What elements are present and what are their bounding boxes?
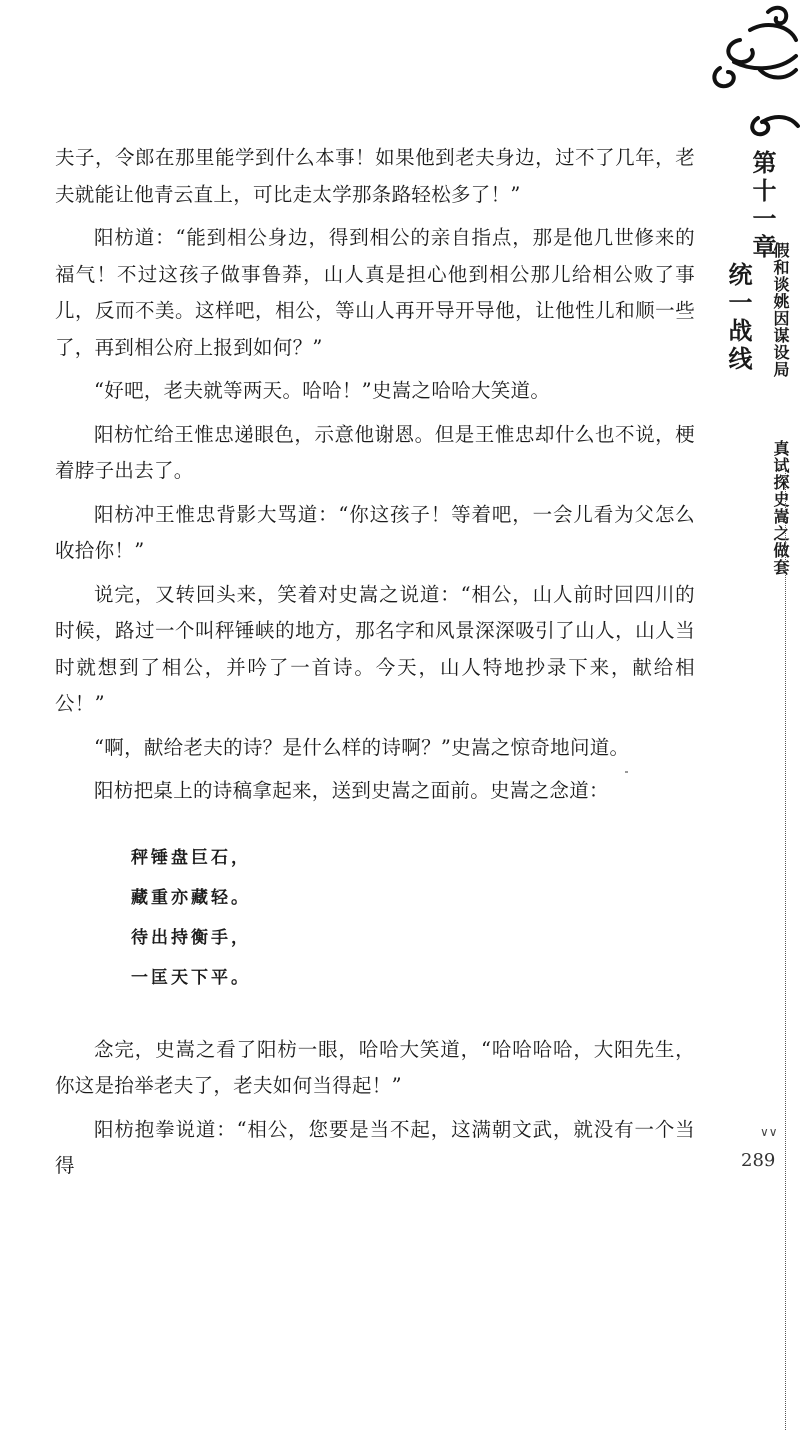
paragraph-9: 念完，史嵩之看了阳枋一眼，哈哈大笑道，“哈哈哈哈，大阳先生，你这是抬举老夫了，老夫如何当得起！” <box>55 1037 695 1097</box>
chapter-title: 统一战线 <box>724 262 753 374</box>
subtitle-line-2: 真试探史嵩之做套 <box>771 440 790 576</box>
poem <box>131 838 695 998</box>
side-divider <box>785 470 786 1430</box>
paragraph-3: “好吧，老夫就等两天。哈哈！”史嵩之哈哈大笑道。 <box>94 379 551 402</box>
paragraph-5: 阳枋冲王惟忠背影大骂道：“你这孩子！等着吧，一会儿看为父怎么收拾你！” <box>55 502 695 562</box>
poem-line: 藏重亦藏轻。 <box>131 887 251 908</box>
page-number: 289 <box>741 1150 776 1171</box>
cloud-ornament-icon <box>700 0 800 150</box>
paragraph-7: “啊，献给老夫的诗？是什么样的诗啊？”史嵩之惊奇地问道。 <box>94 735 630 759</box>
paragraph-8: 阳枋把桌上的诗稿拿起来，送到史嵩之面前。史嵩之念道： <box>94 779 609 802</box>
page-arrow-icon: ∨∨ <box>760 1125 778 1139</box>
poem-line: 一匡天下平。 <box>131 967 251 988</box>
paragraph-4: 阳枋忙给王惟忠递眼色，示意他谢恩。但是王惟忠却什么也不说，梗着脖子出去了。 <box>55 422 695 482</box>
body-text <box>55 140 695 1192</box>
paragraph-10: 阳枋抱拳说道：“相公，您要是当不起，这满朝文武，就没有一个当得 <box>55 1117 695 1177</box>
paragraph-6: 说完，又转回头来，笑着对史嵩之说道：“相公，山人前时回四川的时候，路过一个叫秤锤峡的地方，那名字和风景深深吸引了山人，山人当时就想到了相公，并吟了一首诗。今天，山人特地抄录下来，献给相公！” <box>55 582 695 715</box>
paragraph-2: 阳枋道：“能到相公身边，得到相公的亲自指点，那是他几世修来的福气！不过这孩子做事鲁莽，山人真是担心他到相公那儿给相公败了事儿，反而不美。这样吧，相公，等山人再开导开导他，让他性儿和顺一些了，再到相公府上报到如何？” <box>55 226 695 359</box>
chapter-number: 第十一章 <box>748 150 777 262</box>
chapter-title-block <box>724 262 752 374</box>
poem-line: 待出持衡手， <box>131 927 251 948</box>
poem-line: 秤锤盘巨石， <box>131 847 251 868</box>
subtitle-line-1: 假和谈姚因谋设局 <box>771 242 790 378</box>
paragraph-1: 夫子，令郎在那里能学到什么本事！如果他到老夫身边，过不了几年，老夫就能让他青云直上，可比走太学那条路轻松多了！” <box>55 146 695 206</box>
